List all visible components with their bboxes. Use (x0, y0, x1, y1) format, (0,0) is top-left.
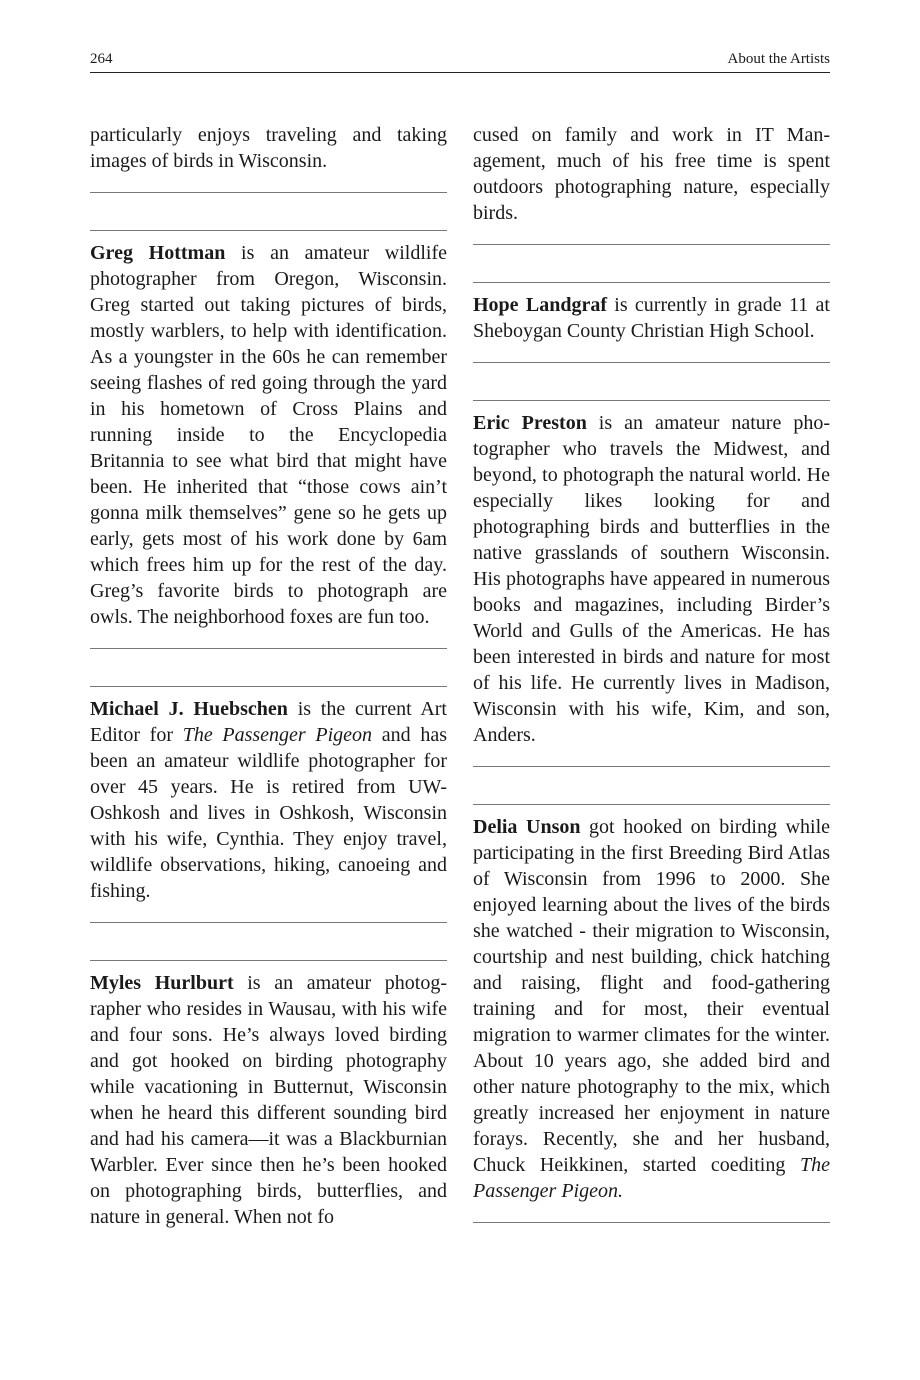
divider (473, 1222, 830, 1223)
bio-text: and has been an amateur wildlife photographer for over 45 years. He is retired from UW-Oshkosh and lives in Oshkosh, Wisconsin with his wife, Cynthia. They enjoy travel, wildlife observations, hiking, canoeing and fishing. (90, 724, 447, 902)
bio-continued (473, 122, 830, 226)
bio-hope-landgraf (473, 292, 830, 344)
bio-eric-preston (473, 410, 830, 748)
bio-text: particularly enjoys traveling and taking images of birds in Wisconsin. (90, 124, 447, 172)
divider (90, 686, 447, 687)
divider (90, 230, 447, 231)
bio-text: is an amateur wildlife photographer from Oregon, Wisconsin. Greg started out taking pictures of birds, mostly warblers, to help with identification. As a youngster in the 60s he can remember seeing flashes of red going through the yard in his hometown of Cross Plains and running inside to the Encyclopedia Britannia to see what bird that might have been. He inherited that “those cows ain’t gonna milk themselves” gene so he gets up early, gets most of his work done by 6am which frees him up for the rest of the day. Greg’s favorite birds to photograph are owls. The neighborhood foxes are fun too. (90, 242, 448, 628)
divider (473, 400, 830, 401)
journal-title: The Passenger Pigeon. (473, 1154, 830, 1202)
divider (90, 192, 447, 193)
right-column (473, 122, 830, 1223)
divider (90, 648, 447, 649)
divider (473, 766, 830, 767)
bio-text: got hooked on birding while participating in the first Breeding Bird Atlas of Wisconsin from 1996 to 2000. She enjoyed learning about the lives of the birds she watched - their migration to Wisconsin, courtship and nest building, chick hatching and raising, flight and food-gathering training and for most, their eventual migration to warmer climates for the winter. About 10 years ago, she added bird and other nature photography to the mix, which greatly increased her enjoyment in nature forays. Recently, she and her husband, Chuck Heikkinen, started coediting (473, 816, 831, 1176)
artist-name: Hope Landgraf (473, 294, 607, 316)
divider (473, 244, 830, 245)
divider (90, 960, 447, 961)
bio-text: is an amateur nature photographer who travels the Midwest, and beyond, to photograph the natural world. He especially likes looking for and photographing birds and butterflies in the native grasslands of southern Wisconsin. His photographs have appeared in numerous books and magazines, including Birder’s World and Gulls of the Americas. He has been interested in birds and nature for most of his life. He currently lives in Madison, Wisconsin with his wife, Kim, and son, Anders. (473, 412, 830, 746)
bio-continued (90, 122, 447, 174)
divider (473, 362, 830, 363)
bio-michael-huebschen (90, 696, 447, 904)
bio-myles-hurlburt (90, 970, 447, 1230)
divider (473, 804, 830, 805)
left-column (90, 122, 447, 1230)
artist-name: Michael J. Huebschen (90, 698, 288, 720)
divider (90, 922, 447, 923)
bio-text: is currently in grade 11 at Sheboygan County Christian High School. (473, 294, 830, 342)
bio-text: is an amateur photographer who resides in Wausau, with his wife and four sons. He’s always loved birding and got hooked on birding photography while vacationing in Butternut, Wisconsin when he heard this different sounding bird and had his camera—it was a Blackburnian Warbler. Ever since then he’s been hooked on photographing birds, butterflies, and nature in general. When not fo (90, 972, 447, 1228)
running-title: About the Artists (727, 51, 830, 67)
artist-name: Greg Hottman (90, 242, 226, 264)
artist-name: Myles Hurlburt (90, 972, 234, 994)
artist-name: Delia Unson (473, 816, 581, 838)
journal-title: The Passenger Pigeon (182, 724, 373, 746)
bio-delia-unson (473, 814, 830, 1204)
artist-name: Eric Preston (473, 412, 587, 434)
bio-text: cused on family and work in IT Management, much of his free time is spent outdoors photographing nature, especially birds. (473, 124, 830, 224)
running-header (90, 50, 830, 73)
bio-text: is the current Art Editor for (90, 698, 447, 746)
bio-greg-hottman (90, 240, 447, 630)
divider (473, 282, 830, 283)
page-number: 264 (90, 51, 113, 67)
